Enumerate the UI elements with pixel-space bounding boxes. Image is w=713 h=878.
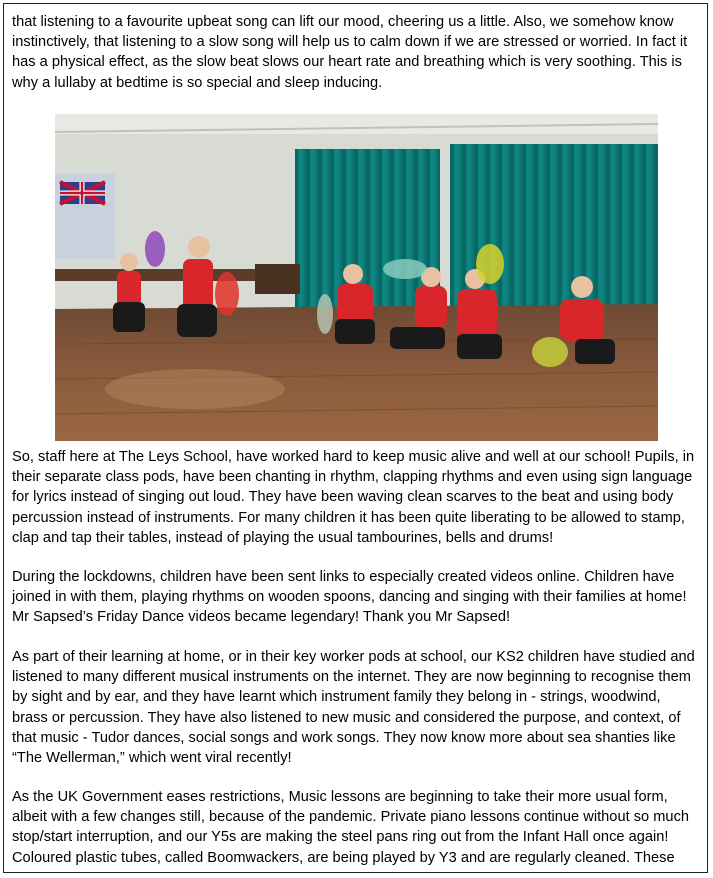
paragraph-1: that listening to a favourite upbeat song can lift our mood, cheering us a little. Also, we somehow know instinctively, that listening to a slow song will help us to calm down if we are stressed or worried. In fact it has a physical effect, as the slow beat slows our heart rate and breathing which is very soothing. This is why a lullaby at bedtime is so special and sleep inducing. bbox=[12, 14, 688, 91]
paragraph-4: As part of their learning at home, or in their key worker pods at school, our KS2 children have studied and listened to many different musical instruments on the internet. They are now beginning to recognise them by sight and by ear, and they have learnt which instrument family they belong in - strings, woodwind, brass or percussion. They have also listened to new music and considered the purpose, and context, of that music - Tudor dances, social songs and work songs. They now know more about sea shanties like “The Wellerman,” which went viral recently! bbox=[12, 649, 695, 767]
paragraph-2: So, staff here at The Leys School, have worked hard to keep music alive and well at our school! Pupils, in their separate class pods, have been chanting in rhythm, clapping rhythms and even using sign language for lyrics instead of singing out loud. They have been waving clean scarves to the beat and using body percussion instead of instruments. For many children it has been quite liberating to be allowed to stamp, clap and tap their tables, instead of playing the usual tambourines, bells and drums! bbox=[12, 449, 695, 546]
paragraph-5: As the UK Government eases restrictions, Music lessons are beginning to take their more usual form, albeit with a few changes still, because of the pandemic. Private piano lessons continue without so much stop/start interruption, and our Y5s are making the steel pans ring out from the Infant Hall once again! Coloured plastic tubes, called Boomwackers, are being played by Y3 and are regularly cleaned. These bbox=[12, 789, 690, 866]
paragraph-3: During the lockdowns, children have been sent links to especially created videos online. Children have joined in with them, playing rhythms on wooden spoons, dancing and singing with their families at home! Mr Sapsed’s Friday Dance videos became legendary! Thank you Mr Sapsed! bbox=[12, 569, 687, 626]
photo-children-dancing-icon bbox=[55, 114, 658, 441]
document-page bbox=[3, 3, 708, 873]
classroom-photo bbox=[55, 114, 658, 441]
